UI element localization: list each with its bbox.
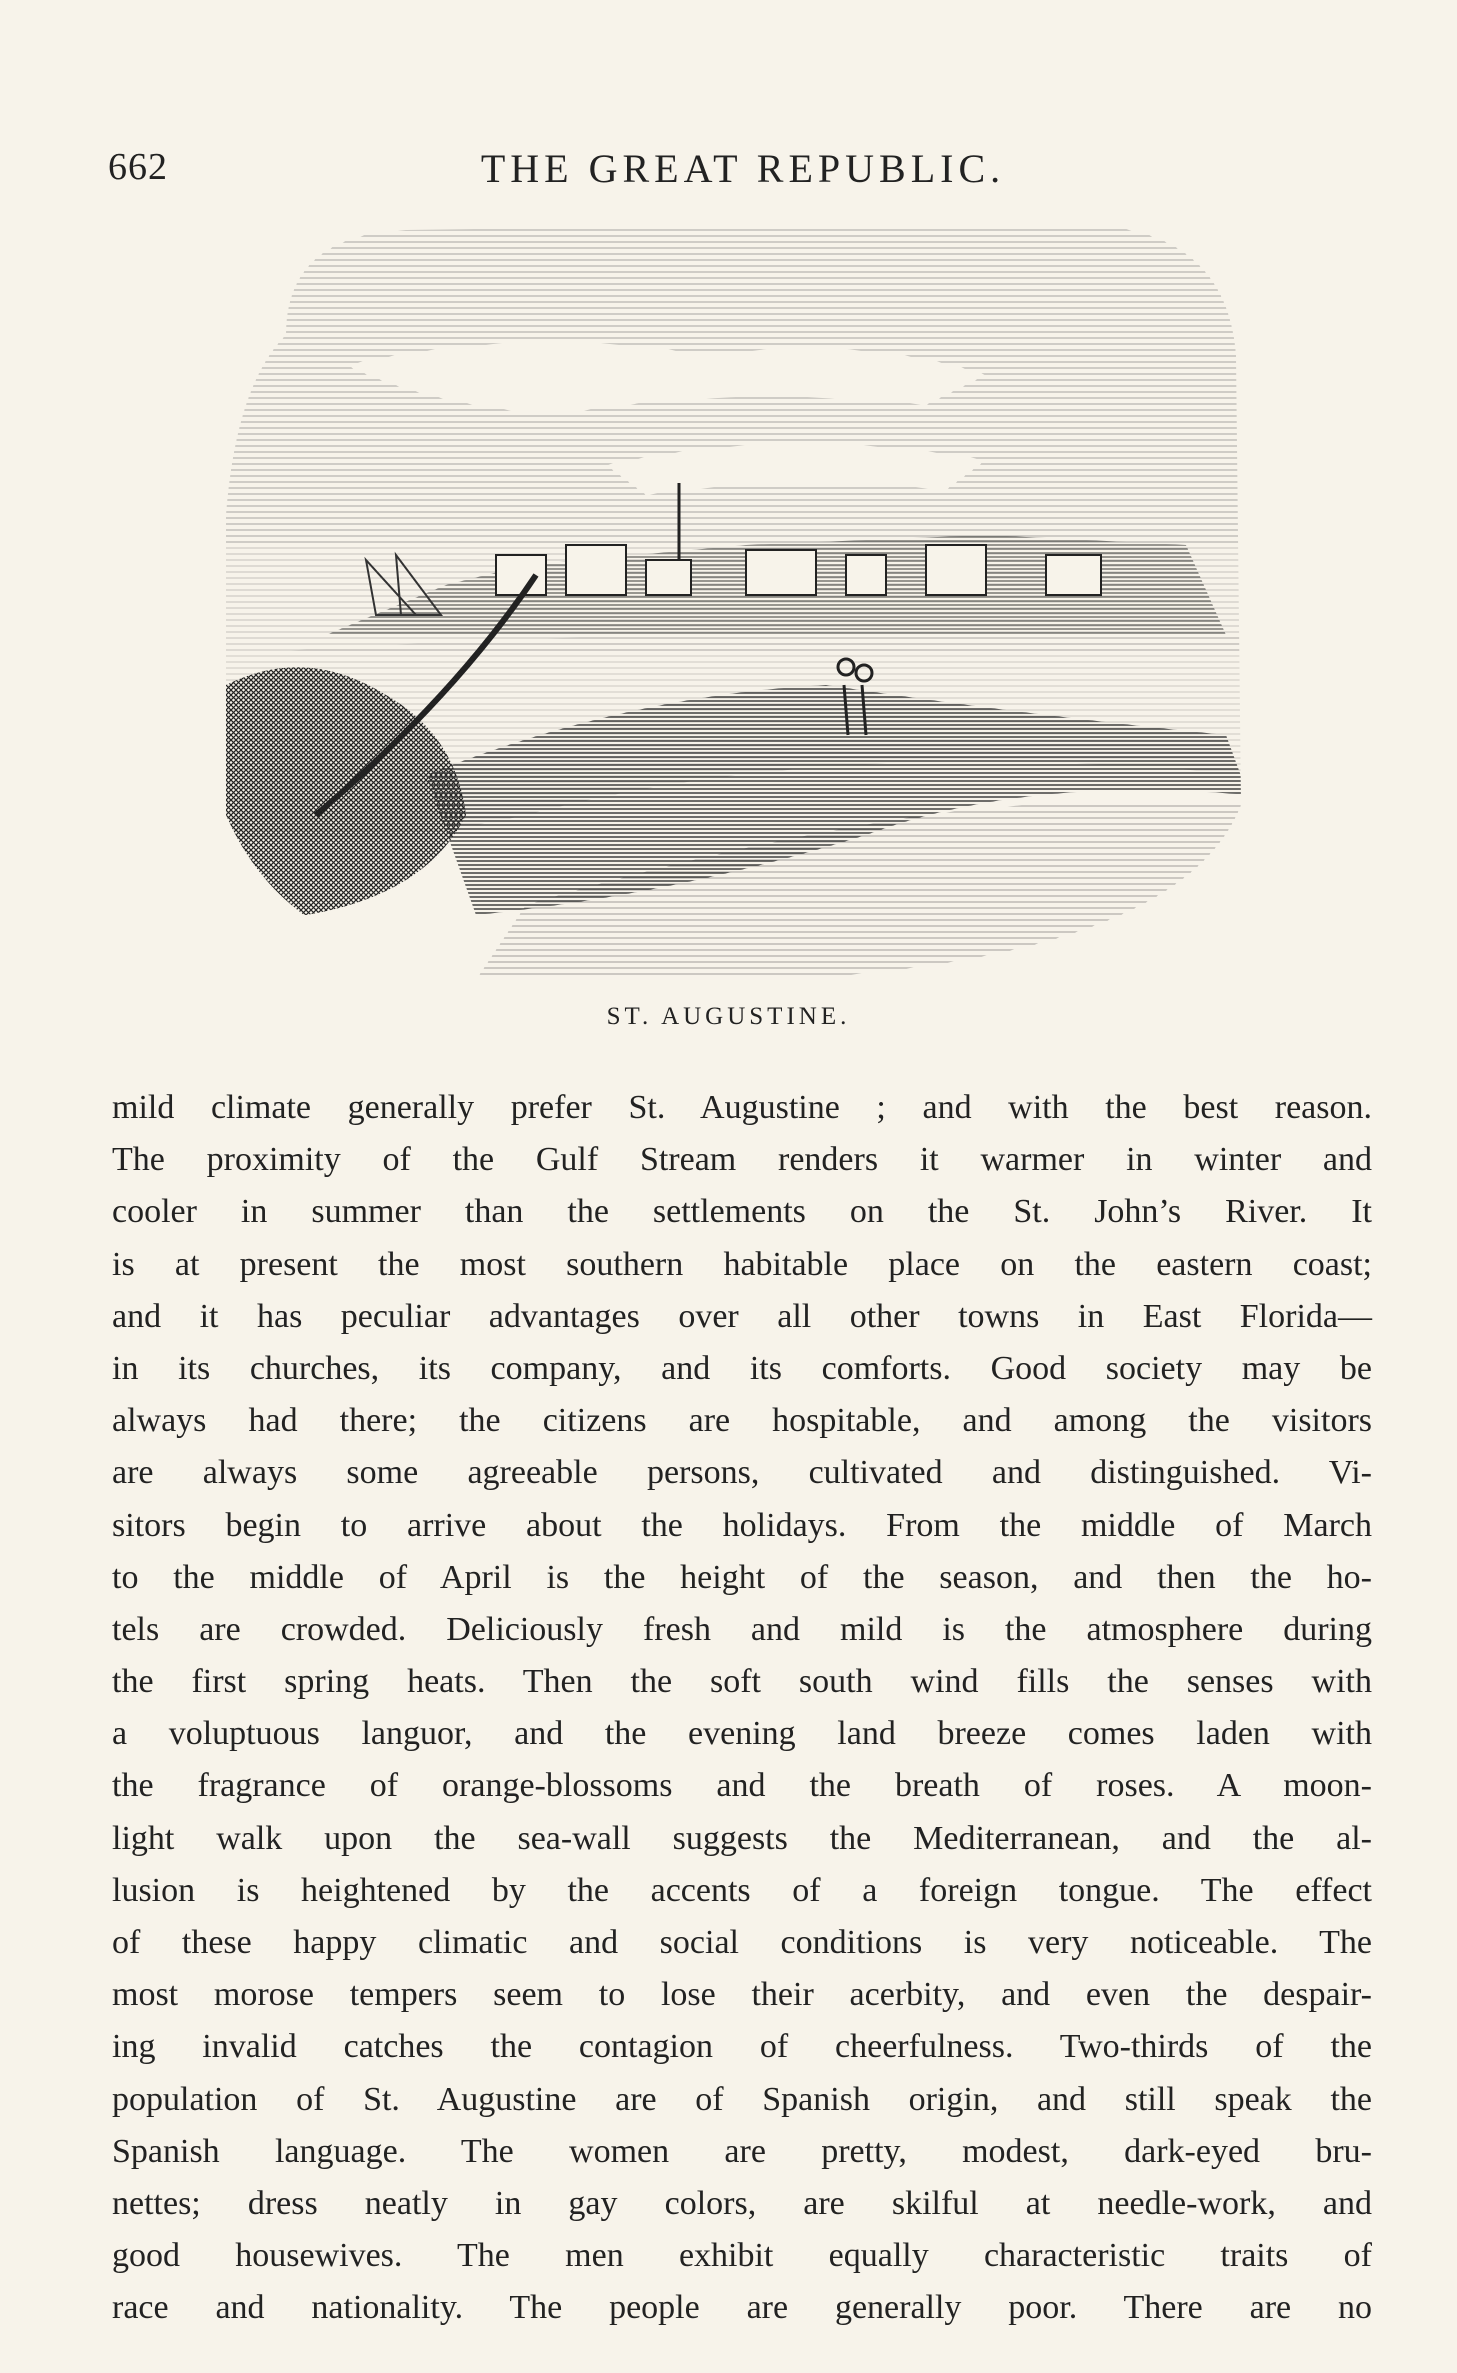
- text-line: race and nationality. The people are generally poor. There are no: [112, 2289, 1372, 2327]
- text-line: ing invalid catches the contagion of cheerfulness. Two-thirds of the: [112, 2028, 1372, 2066]
- text-line: good housewives. The men exhibit equally characteristic traits of: [112, 2237, 1372, 2275]
- text-line: mild climate generally prefer St. Augustine ; and with the best reason.: [112, 1089, 1372, 1126]
- text-line: the fragrance of orange-blossoms and the breath of roses. A moon-: [112, 1767, 1372, 1805]
- running-title: THE GREAT REPUBLIC.: [480, 146, 1006, 191]
- text-line: population of St. Augustine are of Spanish origin, and still speak the: [112, 2080, 1372, 2118]
- text-line: most morose tempers seem to lose their acerbity, and even the despair-: [112, 1976, 1372, 2014]
- page-header: [108, 145, 1378, 195]
- text-line: light walk upon the sea-wall suggests the Mediterranean, and the al-: [112, 1819, 1372, 1857]
- text-line: always had there; the citizens are hospitable, and among the visitors: [112, 1402, 1372, 1440]
- text-line: to the middle of April is the height of the season, and then the ho-: [112, 1558, 1372, 1596]
- text-line: Spanish language. The women are pretty, modest, dark-eyed bru-: [112, 2132, 1372, 2170]
- text-line: The proximity of the Gulf Stream renders it warmer in winter and: [112, 1141, 1372, 1179]
- body-text: [112, 1082, 1372, 2335]
- text-line: tels are crowded. Deliciously fresh and mild is the atmosphere during: [112, 1610, 1372, 1648]
- text-line: of these happy climatic and social conditions is very noticeable. The: [112, 1924, 1372, 1961]
- text-line: the first spring heats. Then the soft south wind fills the senses with: [112, 1663, 1372, 1701]
- illustration-caption: ST. AUGUSTINE.: [606, 1003, 851, 1030]
- text-line: sitors begin to arrive about the holidays. From the middle of March: [112, 1506, 1372, 1544]
- text-line: lusion is heightened by the accents of a foreign tongue. The effect: [112, 1871, 1372, 1909]
- st-augustine-engraving: [226, 215, 1248, 980]
- text-line: is at present the most southern habitable place on the eastern coast;: [112, 1245, 1372, 1283]
- text-line: a voluptuous languor, and the evening land breeze comes laden with: [112, 1715, 1372, 1753]
- text-line: cooler in summer than the settlements on the St. John’s River. It: [112, 1193, 1372, 1231]
- text-line: nettes; dress neatly in gay colors, are skilful at needle-work, and: [112, 2184, 1372, 2222]
- page-number: 662: [108, 146, 168, 188]
- text-line: and it has peculiar advantages over all other towns in East Florida—: [112, 1297, 1372, 1335]
- text-line: are always some agreeable persons, cultivated and distinguished. Vi-: [112, 1454, 1372, 1492]
- text-line: in its churches, its company, and its comforts. Good society may be: [112, 1349, 1372, 1387]
